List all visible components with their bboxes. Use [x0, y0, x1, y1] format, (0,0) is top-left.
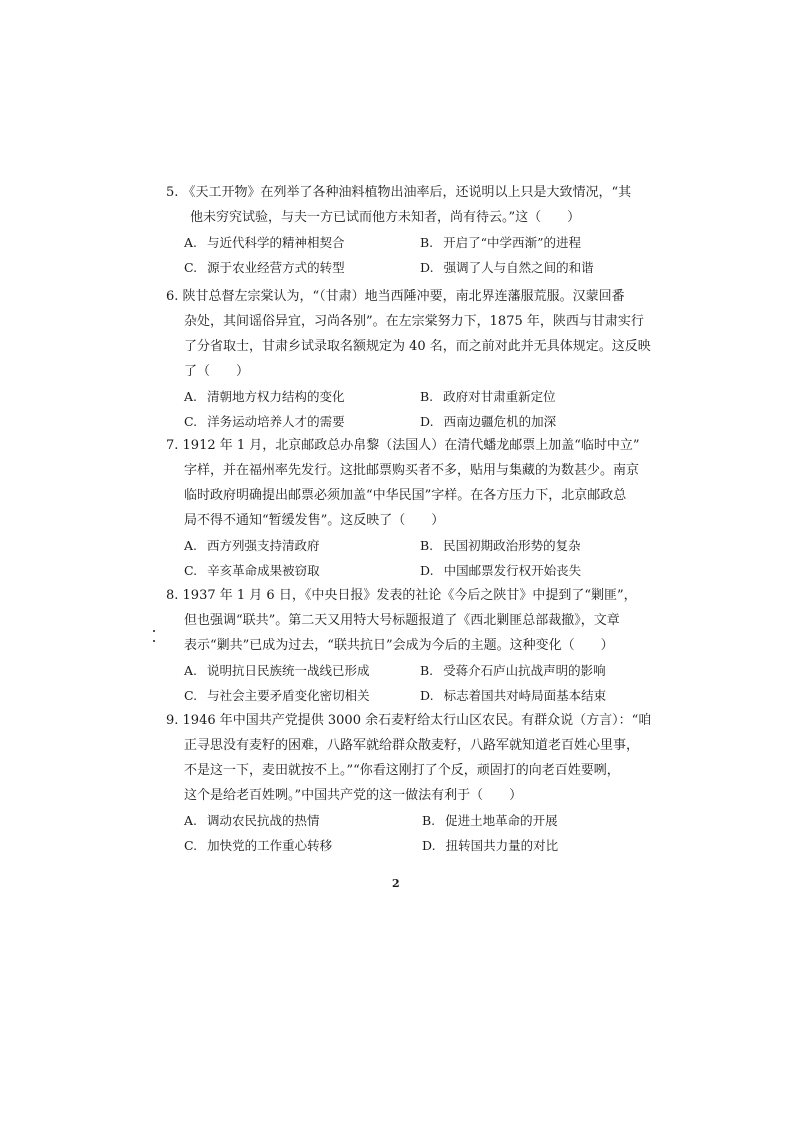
option-b: B. 促进土地革命的开展 — [422, 813, 558, 828]
stem-line: 临时政府明确提出邮票必须加盖“中华民国”字样。在各方压力下，北京邮政总 — [184, 488, 627, 503]
question-5 — [166, 180, 632, 280]
stem-line: 9. 1946 年中国共产党提供 3000 余石麦籽给太行山区农民。有群众说（方言）：“咱 — [166, 713, 652, 728]
stem-line: 但也强调“联共”。第二天又用特大号标题报道了《西北剿匪总部裁撤》，文章 — [184, 613, 620, 628]
option-a: A. 调动农民抗战的热情 — [184, 813, 320, 828]
option-b: B. 民国初期政治形势的复杂 — [420, 538, 581, 553]
option-a: A. 与近代科学的精神相契合 — [184, 235, 345, 250]
stem-line: 杂处，其间谣俗异宜，习尚各别”。在左宗棠努力下，1875 年，陕西与甘肃实行 — [184, 314, 644, 329]
stem-line: 局不得不通知“暂缓发售”。这反映了（ ） — [184, 513, 445, 528]
option-a: A. 说明抗日民族统一战线已形成 — [184, 663, 370, 678]
stem-line: 5. 《天工开物》在列举了各种油料植物出油率后，还说明以上只是大致情况，“其 — [166, 185, 632, 200]
option-c: C. 辛亥革命成果被窃取 — [184, 563, 320, 578]
options-row — [184, 230, 626, 255]
page-number: 2 — [392, 877, 400, 890]
stem-line: 正寻思没有麦籽的困难，八路军就给群众散麦籽，八路军就知道老百姓心里事， — [184, 738, 640, 753]
option-c: C. 与社会主要矛盾变化密切相关 — [184, 688, 370, 703]
stem-line: 了（ ） — [184, 364, 250, 379]
option-a: A. 清朝地方权力结构的变化 — [184, 389, 345, 404]
option-d: D. 中国邮票发行权开始丧失 — [420, 563, 582, 578]
question-stem — [166, 284, 651, 384]
options-row — [184, 658, 626, 683]
options-row — [184, 683, 626, 708]
scan-speck — [153, 640, 155, 642]
stem-line: 这个是给老百姓咧。”中国共产党的这一做法有利于（ ） — [184, 788, 523, 803]
options-row — [184, 255, 626, 280]
options-row — [184, 808, 626, 833]
options-row — [184, 409, 626, 434]
option-d: D. 强调了人与自然之间的和谐 — [420, 260, 594, 275]
stem-line: 他未穷究试验，与夫一方已试而他方未知者，尚有待云。”这（ ） — [190, 210, 581, 225]
stem-line: 7. 1912 年 1 月，北京邮政总办帛黎（法国人）在清代蟠龙邮票上加盖“临时中立” — [166, 438, 640, 453]
option-d: D. 标志着国共对峙局面基本结束 — [420, 688, 607, 703]
question-9 — [166, 708, 652, 858]
stem-line: 表示“剿共”已成为过去，“联共抗日”会成为今后的主题。这种变化（ ） — [184, 638, 614, 653]
stem-line: 字样，并在福州率先发行。这批邮票购买者不多，贴用与集藏的为数甚少。南京 — [184, 463, 640, 478]
option-c: C. 洋务运动培养人才的需要 — [184, 414, 345, 429]
scan-speck — [153, 630, 155, 632]
option-b: B. 开启了“中学西渐”的进程 — [420, 235, 581, 250]
options-row — [184, 833, 626, 858]
option-b: B. 政府对甘肃重新定位 — [420, 389, 556, 404]
question-7 — [166, 433, 640, 583]
stem-line: 8. 1937 年 1 月 6 日，《中央日报》发表的社论《今后之陕甘》中提到了“剿匪”， — [166, 588, 637, 603]
option-d: D. 扭转国共力量的对比 — [422, 838, 559, 853]
question-8 — [166, 583, 637, 708]
option-d: D. 西南边疆危机的加深 — [420, 414, 557, 429]
option-c: C. 加快党的工作重心转移 — [184, 838, 333, 853]
option-a: A. 西方列强支持清政府 — [184, 538, 320, 553]
question-stem — [166, 708, 652, 808]
question-6 — [166, 284, 651, 434]
stem-line: 不是这一下，麦田就按不上。”“你看这刚打了个反，顽固打的向老百姓要咧， — [184, 763, 620, 778]
options-row — [184, 558, 626, 583]
options-row — [184, 384, 626, 409]
options-row — [184, 533, 626, 558]
question-stem — [166, 583, 637, 658]
question-stem — [166, 180, 632, 230]
option-b: B. 受蒋介石庐山抗战声明的影响 — [420, 663, 606, 678]
option-c: C. 源于农业经营方式的转型 — [184, 260, 345, 275]
stem-line: 6. 陕甘总督左宗棠认为，“（甘肃）地当西陲冲要，南北界连藩服荒服。汉蒙回番 — [166, 289, 625, 304]
question-stem — [166, 433, 640, 533]
stem-line: 了分省取士，甘肃乡试录取名额规定为 40 名，而之前对此并无具体规定。这反映 — [184, 339, 651, 354]
